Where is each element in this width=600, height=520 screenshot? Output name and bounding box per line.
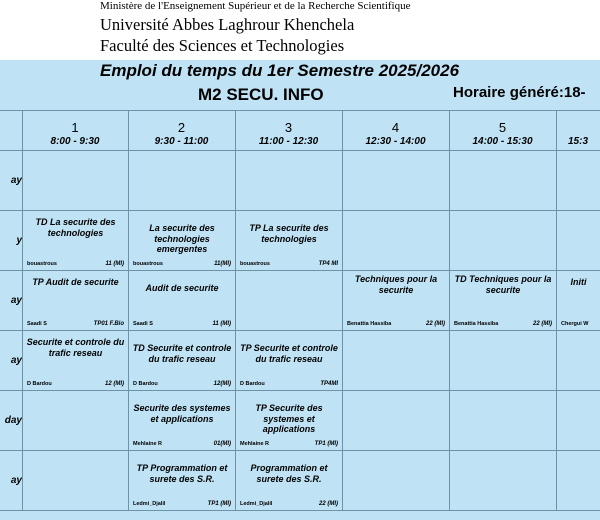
slot-header <box>449 110 556 150</box>
course-cell[interactable] <box>129 391 235 450</box>
room-label: 22 (MI) <box>425 321 445 327</box>
slot-number: 2 <box>177 120 186 135</box>
teacher-name: Benattia Hassiba <box>454 321 499 327</box>
course-name: Programmation et surete des S.R. <box>250 463 328 484</box>
slot-number: 5 <box>498 120 507 135</box>
slot-time: 15:3 <box>567 136 588 147</box>
course-cell[interactable] <box>557 271 600 330</box>
course-cell[interactable] <box>23 271 128 330</box>
slot-time: 8:00 - 9:30 <box>50 136 100 147</box>
faculty-line: Faculté des Sciences et Technologies <box>100 36 345 55</box>
slot-number: 1 <box>71 120 79 135</box>
slot-header <box>342 110 449 150</box>
course-cell[interactable] <box>236 451 342 510</box>
course-name: TP Securite et controle du trafic reseau <box>240 343 338 364</box>
slot-number: 3 <box>284 120 293 135</box>
room-label: 11 (MI) <box>105 261 124 267</box>
course-name: TP Audit de securite <box>32 277 119 287</box>
ministry-line: Ministère de l'Enseignement Supérieur et de la Recherche Scientifique <box>100 0 411 12</box>
page-title: Emploi du temps du 1er Semestre 2025/2026 <box>100 61 460 80</box>
teacher-name: Saadi S <box>27 321 47 327</box>
slot-time: 12:30 - 14:00 <box>365 136 426 147</box>
course-cell[interactable] <box>129 451 235 510</box>
room-label: TP01 F.Bio <box>93 321 124 327</box>
slot-header <box>22 110 128 150</box>
course-name: Securite des systemes et applications <box>133 403 231 424</box>
timetable-grid <box>0 110 600 510</box>
room-label: TP1 (MI) <box>314 441 338 447</box>
course-name: TD Techniques pour la securite <box>454 274 552 295</box>
course-name: Audit de securite <box>145 283 219 293</box>
day-label: y <box>16 235 22 246</box>
institution-header <box>94 0 434 60</box>
teacher-name: Benattia Hassiba <box>347 321 392 327</box>
slot-number <box>556 121 600 134</box>
room-label: TP1 (MI) <box>207 501 231 507</box>
course-cell[interactable] <box>236 391 342 450</box>
slot-header <box>556 110 600 150</box>
room-label: 12 (MI) <box>104 381 124 387</box>
course-cell[interactable] <box>343 271 449 330</box>
course-cell[interactable] <box>23 331 128 390</box>
slot-time: 14:00 - 15:30 <box>472 136 533 147</box>
generated-label: Horaire généré:18- <box>453 84 586 101</box>
course-cell[interactable] <box>129 271 235 330</box>
room-label: 22 (MI) <box>318 501 338 507</box>
course-cell[interactable] <box>236 331 342 390</box>
course-name: TP Securite des systemes et applications <box>255 403 323 434</box>
course-cell[interactable] <box>129 331 235 390</box>
course-name: La securite des technologies emergentes <box>149 223 215 254</box>
teacher-name: bouastrous <box>240 261 270 267</box>
course-name: Initi <box>570 277 587 287</box>
slot-header <box>128 110 235 150</box>
room-label: 22 (MI) <box>532 321 552 327</box>
course-cell[interactable] <box>450 271 556 330</box>
course-name: TP Programmation et surete des S.R. <box>136 463 228 484</box>
teacher-name: Ledmi_Djalil <box>133 501 166 507</box>
room-label: TP4 MI <box>318 261 338 267</box>
teacher-name: D Bardou <box>133 381 158 387</box>
day-label: day <box>4 415 22 426</box>
slot-time: 9:30 - 11:00 <box>154 136 209 147</box>
slot-time: 11:00 - 12:30 <box>258 136 319 147</box>
room-label: 11(MI) <box>214 261 231 267</box>
teacher-name: Ledmi_Djalil <box>240 501 273 507</box>
room-label: 01(MI) <box>213 441 231 447</box>
class-name: M2 SECU. INFO <box>198 85 324 104</box>
grid-row-line <box>0 510 600 511</box>
course-name: TP La securite des technologies <box>249 223 329 244</box>
course-cell[interactable] <box>236 211 342 270</box>
teacher-name: bouastrous <box>133 261 163 267</box>
course-name: TD La securite des technologies <box>35 217 116 238</box>
course-name: Techniques pour la securite <box>354 274 438 295</box>
room-label: 11 (MI) <box>212 321 231 327</box>
course-name: TD Securite et controle du trafic reseau <box>132 343 232 364</box>
slot-number: 4 <box>391 120 400 135</box>
teacher-name: Chergui W <box>561 321 589 327</box>
day-label: ay <box>10 355 22 366</box>
room-label: TP4MI <box>320 381 338 387</box>
room-label: 12(MI) <box>213 381 231 387</box>
teacher-name: D Bardou <box>27 381 52 387</box>
university-line: Université Abbes Laghrour Khenchela <box>100 15 355 34</box>
course-cell[interactable] <box>23 211 128 270</box>
teacher-name: Mehlaine R <box>133 441 163 447</box>
teacher-name: Saadi S <box>133 321 153 327</box>
day-label: ay <box>10 295 22 306</box>
teacher-name: D Bardou <box>240 381 265 387</box>
teacher-name: bouastrous <box>27 261 57 267</box>
day-label: ay <box>10 475 22 486</box>
course-name: Securite et controle du trafic reseau <box>26 337 125 358</box>
slot-header <box>235 110 342 150</box>
day-label: ay <box>10 175 22 186</box>
grid-col-line <box>235 110 236 510</box>
teacher-name: Mehlaine R <box>240 441 270 447</box>
grid-row-line <box>0 150 600 151</box>
course-cell[interactable] <box>129 211 235 270</box>
